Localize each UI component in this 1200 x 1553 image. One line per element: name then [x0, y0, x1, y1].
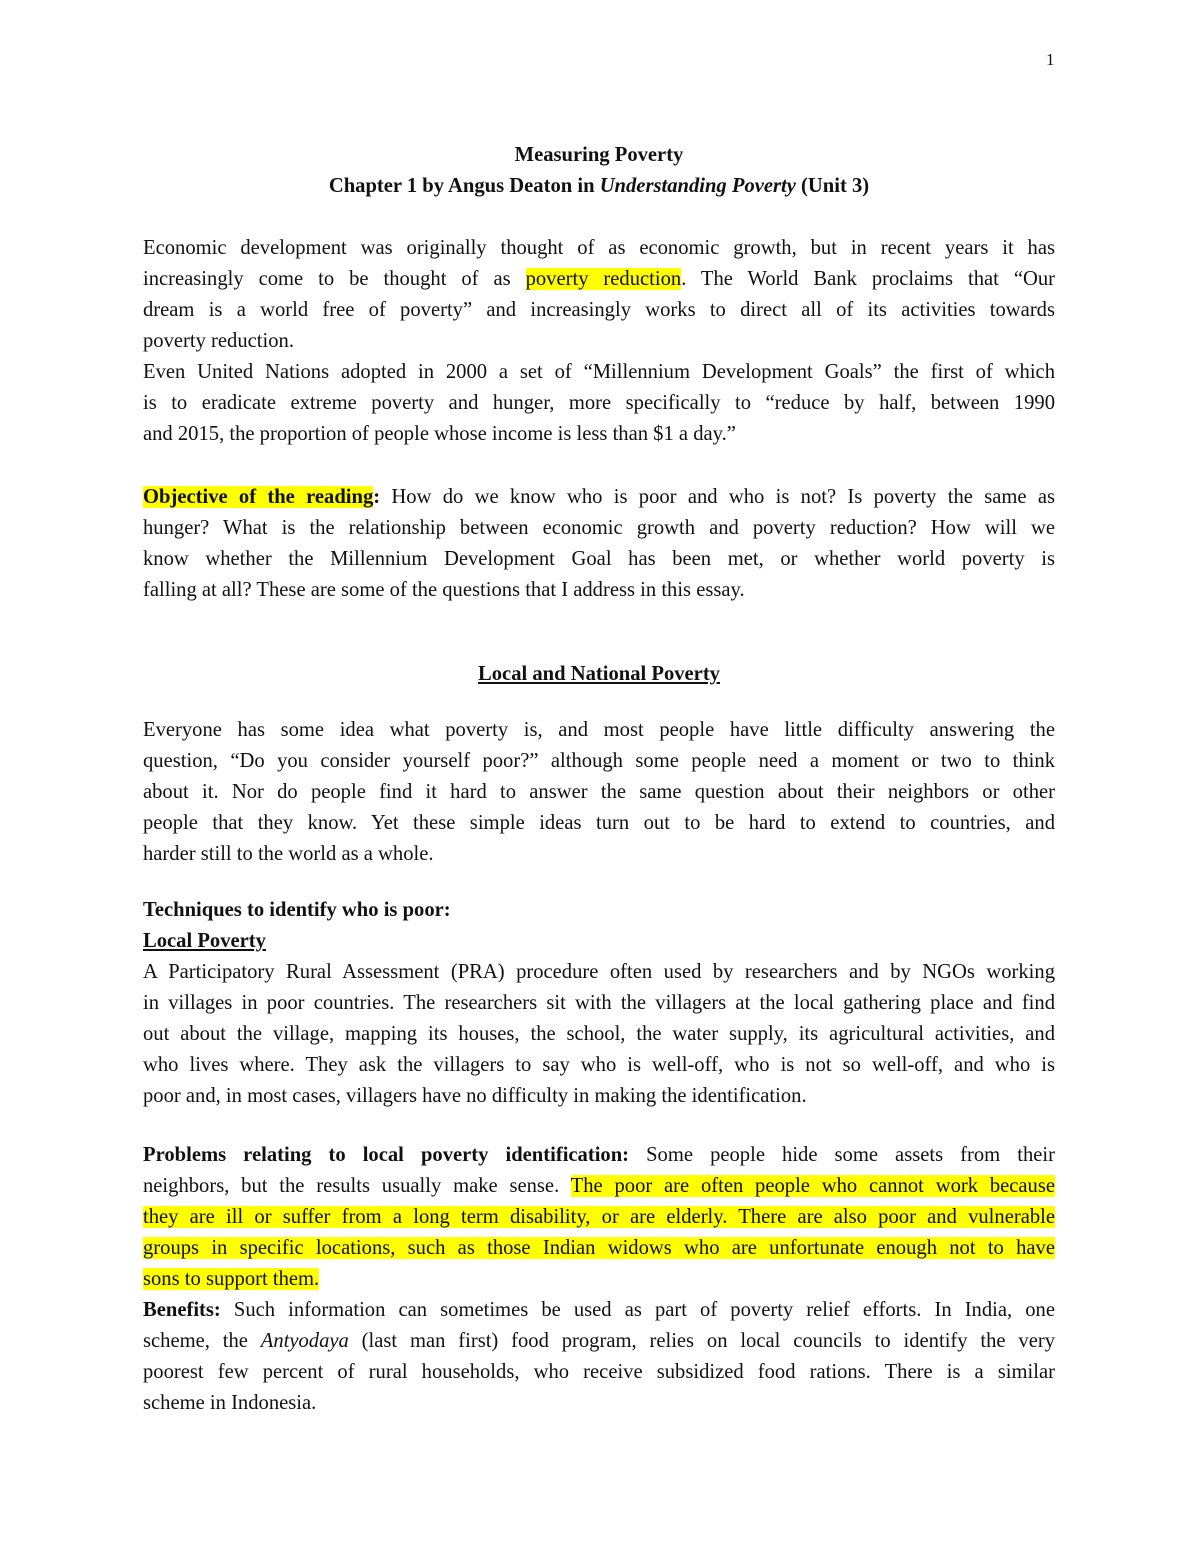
pra-paragraph: A Participatory Rural Assessment (PRA) procedure often used by researchers and by NGOs working in villages in poor countries. The researchers sit with the villagers at the local gathering place and find out about the village, mapping its houses, the school, the water supply, its agricultural activities, and who lives where. They ask the villagers to say who is well-off, who is not so well-off, and who is poor and, in most cases, villagers have no difficulty in making the identification. [143, 961, 1055, 1107]
techniques-block [143, 895, 1055, 957]
problems-paragraph: Problems relating to local poverty identification: Some people hide some assets from their neighbors, but the results usually make sense. The poor are often people who cannot work because they are ill or suffer from a long term disability, or are elderly. There are also poor and vulnerable groups in specific locations, such as those Indian widows who are unfortunate enough not to have sons to support them. [143, 1144, 1055, 1290]
title-block [143, 140, 1055, 202]
document-title: Measuring Poverty [514, 144, 684, 166]
highlight-poverty-reduction: poverty reduction [525, 268, 682, 290]
benefits-label: Benefits: [143, 1299, 221, 1321]
page-number: 1 [1046, 50, 1055, 69]
intro-paragraph: Economic development was originally thought of as economic growth, but in recent years it has increasingly come to be thought of as poverty reduction. The World Bank proclaims that “Our dream is a world free of poverty” and increasingly works to direct all of its activities towards poverty reduction. Even United Nations adopted in 2000 a set of “Millennium Development Goals” the first of which is to eradicate extreme poverty and hunger, more specifically to “reduce by half, between 1990 and 2015, the proportion of people whose income is less than $1 a day.” [143, 237, 1055, 445]
objective-label: Objective of the reading [143, 486, 374, 508]
problems-label: Problems relating to local poverty identification: [143, 1144, 630, 1166]
local-poverty-heading: Local Poverty [143, 930, 266, 952]
section-heading: Local and National Poverty [478, 663, 720, 685]
section-heading-block [143, 659, 1055, 690]
techniques-heading: Techniques to identify who is poor: [143, 899, 451, 921]
objective-paragraph: Objective of the reading: How do we know who is poor and who is not? Is poverty the same as hunger? What is the relationship between economic growth and poverty reduction? How will we know whether the Millennium Development Goal has been met, or whether world poverty is falling at all? These are some of the questions that I address in this essay. [143, 486, 1055, 601]
document-subtitle: Chapter 1 by Angus Deaton in Understanding Poverty (Unit 3) [328, 175, 870, 197]
book-title: Understanding Poverty [599, 175, 796, 197]
everyone-paragraph: Everyone has some idea what poverty is, and most people have little difficulty answering the question, “Do you consider yourself poor?” although some people need a moment or two to think about it. Nor do people find it hard to answer the same question about their neighbors or other people that they know. Yet these simple ideas turn out to be hard to extend to countries, and harder still to the world as a whole. [143, 719, 1055, 865]
benefits-paragraph: Benefits: Such information can sometimes be used as part of poverty relief efforts. In India, one scheme, the Antyodaya (last man first) food program, relies on local councils to identify the very poorest few percent of rural households, who receive subsidized food rations. There is a similar scheme in Indonesia. [143, 1299, 1056, 1414]
highlight-poor-people: The poor are often people who cannot work because [570, 1175, 1055, 1197]
antyodaya-term: Antyodaya [260, 1330, 349, 1352]
